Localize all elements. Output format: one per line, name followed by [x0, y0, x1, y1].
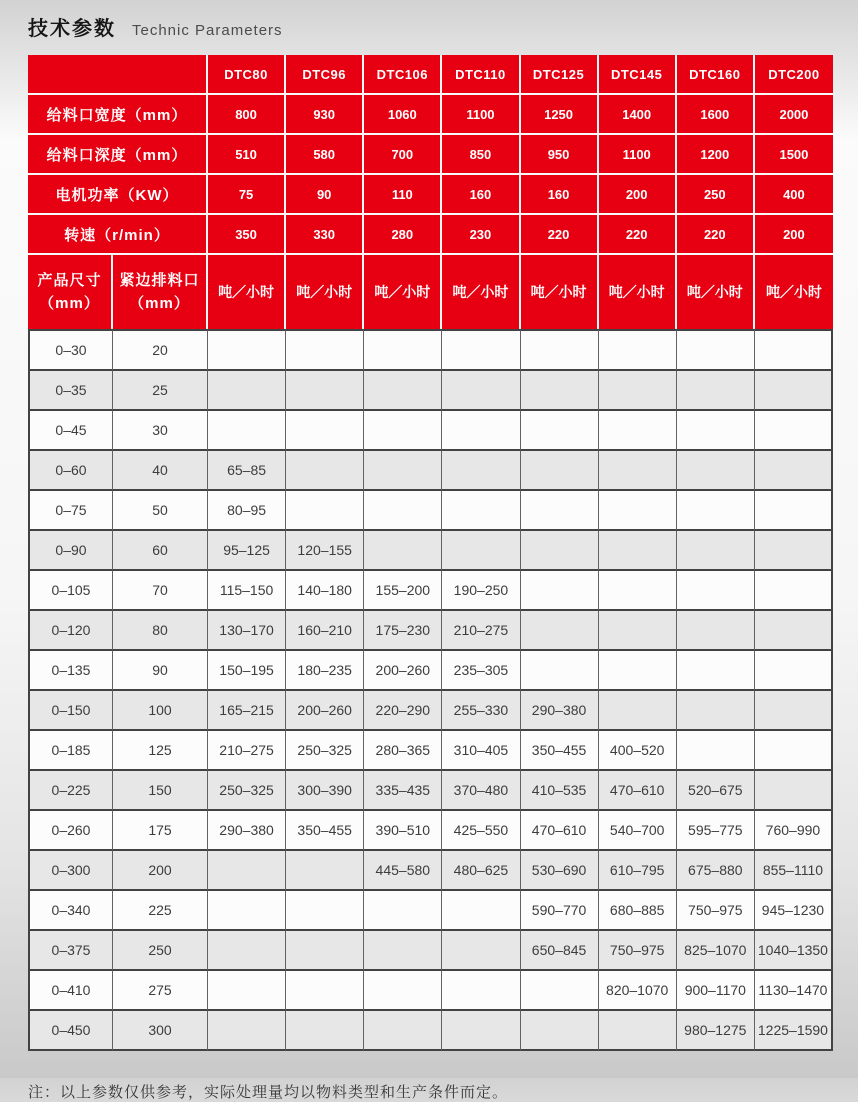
product-size-cell: 0–35: [28, 371, 113, 411]
capacity-value-cell: [521, 411, 599, 451]
capacity-value-cell: [286, 491, 364, 531]
product-size-cell: 0–30: [28, 329, 113, 371]
spec-row: [28, 215, 833, 255]
capacity-value-cell: 200–260: [364, 651, 442, 691]
capacity-value-cell: [677, 491, 755, 531]
capacity-value-cell: [599, 411, 677, 451]
capacity-row: [28, 491, 833, 531]
capacity-value-cell: [208, 891, 286, 931]
capacity-value-cell: [286, 1011, 364, 1051]
spec-value-cell: 700: [364, 135, 442, 175]
spec-row: [28, 135, 833, 175]
capacity-value-cell: [208, 931, 286, 971]
capacity-value-cell: [599, 611, 677, 651]
capacity-row: [28, 891, 833, 931]
unit-cell: 吨／小时: [521, 255, 599, 329]
capacity-value-cell: 980–1275: [677, 1011, 755, 1051]
capacity-value-cell: [521, 491, 599, 531]
capacity-value-cell: 750–975: [677, 891, 755, 931]
model-cell: DTC160: [677, 55, 755, 95]
spec-value-cell: 800: [208, 95, 286, 135]
capacity-value-cell: [677, 531, 755, 571]
product-size-cell: 0–260: [28, 811, 113, 851]
capacity-value-cell: 680–885: [599, 891, 677, 931]
capacity-value-cell: [364, 451, 442, 491]
product-size-cell: 0–120: [28, 611, 113, 651]
capacity-value-cell: [677, 731, 755, 771]
capacity-value-cell: [521, 371, 599, 411]
capacity-value-cell: [521, 531, 599, 571]
discharge-gap-cell: 250: [113, 931, 208, 971]
discharge-gap-cell: 175: [113, 811, 208, 851]
capacity-value-cell: [521, 1011, 599, 1051]
spec-label-cell: 给料口深度（mm）: [28, 135, 208, 175]
capacity-value-cell: [286, 971, 364, 1011]
capacity-value-cell: [599, 1011, 677, 1051]
capacity-value-cell: 650–845: [521, 931, 599, 971]
capacity-value-cell: [677, 329, 755, 371]
spec-value-cell: 280: [364, 215, 442, 255]
discharge-gap-cell: 40: [113, 451, 208, 491]
capacity-value-cell: 310–405: [442, 731, 520, 771]
spec-value-cell: 330: [286, 215, 364, 255]
capacity-value-cell: [208, 1011, 286, 1051]
capacity-value-cell: [442, 931, 520, 971]
capacity-value-cell: 675–880: [677, 851, 755, 891]
product-size-cell: 0–150: [28, 691, 113, 731]
capacity-row: [28, 931, 833, 971]
capacity-value-cell: 350–455: [286, 811, 364, 851]
spec-value-cell: 850: [442, 135, 520, 175]
discharge-gap-cell: 50: [113, 491, 208, 531]
product-size-cell: 0–300: [28, 851, 113, 891]
capacity-value-cell: [442, 531, 520, 571]
capacity-row: [28, 731, 833, 771]
capacity-header-row: [28, 255, 833, 329]
capacity-value-cell: [364, 1011, 442, 1051]
capacity-value-cell: 250–325: [286, 731, 364, 771]
model-cell: DTC106: [364, 55, 442, 95]
capacity-row: [28, 411, 833, 451]
capacity-value-cell: 95–125: [208, 531, 286, 571]
spec-value-cell: 220: [677, 215, 755, 255]
capacity-value-cell: 210–275: [208, 731, 286, 771]
capacity-value-cell: 290–380: [521, 691, 599, 731]
capacity-value-cell: [755, 651, 833, 691]
capacity-value-cell: 115–150: [208, 571, 286, 611]
capacity-value-cell: [364, 971, 442, 1011]
capacity-value-cell: 520–675: [677, 771, 755, 811]
capacity-value-cell: 350–455: [521, 731, 599, 771]
capacity-value-cell: 130–170: [208, 611, 286, 651]
capacity-value-cell: [286, 329, 364, 371]
capacity-value-cell: 190–250: [442, 571, 520, 611]
capacity-value-cell: 65–85: [208, 451, 286, 491]
discharge-gap-cell: 60: [113, 531, 208, 571]
capacity-value-cell: 220–290: [364, 691, 442, 731]
page-subtitle: Technic Parameters: [132, 22, 283, 39]
product-size-cell: 0–75: [28, 491, 113, 531]
spec-row: [28, 95, 833, 135]
capacity-value-cell: [442, 411, 520, 451]
spec-label-cell: 电机功率（KW）: [28, 175, 208, 215]
capacity-value-cell: [599, 371, 677, 411]
capacity-value-cell: [755, 451, 833, 491]
capacity-value-cell: [755, 411, 833, 451]
product-size-cell: 0–340: [28, 891, 113, 931]
capacity-value-cell: 820–1070: [599, 971, 677, 1011]
capacity-value-cell: 1040–1350: [755, 931, 833, 971]
capacity-value-cell: 335–435: [364, 771, 442, 811]
spec-value-cell: 1400: [599, 95, 677, 135]
capacity-row: [28, 771, 833, 811]
product-size-cell: 0–135: [28, 651, 113, 691]
spec-value-cell: 160: [442, 175, 520, 215]
unit-cell: 吨／小时: [677, 255, 755, 329]
capacity-value-cell: 530–690: [521, 851, 599, 891]
capacity-value-cell: 370–480: [442, 771, 520, 811]
spec-value-cell: 1060: [364, 95, 442, 135]
product-size-cell: 0–375: [28, 931, 113, 971]
spec-value-cell: 1200: [677, 135, 755, 175]
capacity-value-cell: 590–770: [521, 891, 599, 931]
capacity-value-cell: 290–380: [208, 811, 286, 851]
capacity-value-cell: [442, 329, 520, 371]
spec-value-cell: 2000: [755, 95, 833, 135]
spec-value-cell: 1600: [677, 95, 755, 135]
capacity-value-cell: [755, 611, 833, 651]
spec-label-cell: 转速（r/min）: [28, 215, 208, 255]
spec-value-cell: 400: [755, 175, 833, 215]
capacity-value-cell: 760–990: [755, 811, 833, 851]
capacity-value-cell: 235–305: [442, 651, 520, 691]
capacity-body: [28, 329, 833, 1051]
spec-value-cell: 220: [521, 215, 599, 255]
spec-value-cell: 1100: [442, 95, 520, 135]
capacity-value-cell: [521, 451, 599, 491]
capacity-value-cell: [755, 771, 833, 811]
capacity-row: [28, 371, 833, 411]
capacity-value-cell: [364, 491, 442, 531]
product-size-cell: 0–45: [28, 411, 113, 451]
capacity-value-cell: 150–195: [208, 651, 286, 691]
capacity-row: [28, 571, 833, 611]
spec-value-cell: 200: [599, 175, 677, 215]
capacity-value-cell: [755, 329, 833, 371]
capacity-value-cell: 390–510: [364, 811, 442, 851]
product-size-cell: 0–90: [28, 531, 113, 571]
spec-value-cell: 160: [521, 175, 599, 215]
capacity-value-cell: [208, 411, 286, 451]
capacity-value-cell: 750–975: [599, 931, 677, 971]
capacity-value-cell: 300–390: [286, 771, 364, 811]
red-section: [28, 55, 833, 329]
spec-value-cell: 110: [364, 175, 442, 215]
spec-value-cell: 580: [286, 135, 364, 175]
discharge-gap-cell: 25: [113, 371, 208, 411]
capacity-value-cell: [677, 651, 755, 691]
capacity-value-cell: [442, 891, 520, 931]
unit-cell: 吨／小时: [599, 255, 677, 329]
capacity-row: [28, 451, 833, 491]
page-title: 技术参数: [28, 18, 116, 40]
spec-value-cell: 1500: [755, 135, 833, 175]
capacity-row: [28, 611, 833, 651]
capacity-value-cell: [755, 371, 833, 411]
discharge-gap-cell: 150: [113, 771, 208, 811]
capacity-value-cell: [364, 329, 442, 371]
capacity-value-cell: 160–210: [286, 611, 364, 651]
capacity-value-cell: [442, 371, 520, 411]
capacity-value-cell: 80–95: [208, 491, 286, 531]
spec-value-cell: 200: [755, 215, 833, 255]
capacity-value-cell: 855–1110: [755, 851, 833, 891]
discharge-gap-cell: 100: [113, 691, 208, 731]
unit-cell: 吨／小时: [286, 255, 364, 329]
capacity-value-cell: [677, 371, 755, 411]
unit-cell: 吨／小时: [364, 255, 442, 329]
capacity-value-cell: 210–275: [442, 611, 520, 651]
capacity-value-cell: [208, 329, 286, 371]
capacity-value-cell: [442, 1011, 520, 1051]
discharge-gap-cell: 30: [113, 411, 208, 451]
capacity-value-cell: [286, 451, 364, 491]
capacity-value-cell: 825–1070: [677, 931, 755, 971]
spec-row: [28, 175, 833, 215]
discharge-gap-cell: 90: [113, 651, 208, 691]
corner-blank-cell: [28, 55, 208, 95]
capacity-value-cell: [677, 611, 755, 651]
capacity-value-cell: [599, 491, 677, 531]
discharge-gap-cell: 125: [113, 731, 208, 771]
capacity-row: [28, 811, 833, 851]
capacity-value-cell: [521, 611, 599, 651]
page-header: [28, 12, 833, 41]
capacity-value-cell: [442, 971, 520, 1011]
capacity-value-cell: 280–365: [364, 731, 442, 771]
capacity-value-cell: 165–215: [208, 691, 286, 731]
capacity-value-cell: [599, 329, 677, 371]
discharge-gap-cell: 225: [113, 891, 208, 931]
capacity-value-cell: 425–550: [442, 811, 520, 851]
unit-cell: 吨／小时: [442, 255, 520, 329]
capacity-value-cell: [286, 851, 364, 891]
capacity-value-cell: [208, 371, 286, 411]
capacity-value-cell: [755, 491, 833, 531]
model-cell: DTC80: [208, 55, 286, 95]
unit-cell: 吨／小时: [208, 255, 286, 329]
spec-value-cell: 250: [677, 175, 755, 215]
discharge-gap-cell: 20: [113, 329, 208, 371]
spec-value-cell: 930: [286, 95, 364, 135]
capacity-value-cell: 595–775: [677, 811, 755, 851]
spec-value-cell: 75: [208, 175, 286, 215]
capacity-value-cell: 945–1230: [755, 891, 833, 931]
capacity-value-cell: 155–200: [364, 571, 442, 611]
product-size-cell: 0–105: [28, 571, 113, 611]
capacity-value-cell: 400–520: [599, 731, 677, 771]
capacity-value-cell: [364, 371, 442, 411]
unit-cell: 吨／小时: [755, 255, 833, 329]
capacity-value-cell: 610–795: [599, 851, 677, 891]
capacity-value-cell: 540–700: [599, 811, 677, 851]
spec-value-cell: 1100: [599, 135, 677, 175]
capacity-value-cell: 1130–1470: [755, 971, 833, 1011]
capacity-value-cell: [208, 851, 286, 891]
capacity-value-cell: [599, 531, 677, 571]
spec-value-cell: 510: [208, 135, 286, 175]
capacity-value-cell: 1225–1590: [755, 1011, 833, 1051]
spec-value-cell: 90: [286, 175, 364, 215]
capacity-value-cell: 180–235: [286, 651, 364, 691]
capacity-row: [28, 971, 833, 1011]
capacity-value-cell: 445–580: [364, 851, 442, 891]
discharge-gap-cell: 200: [113, 851, 208, 891]
product-size-cell: 0–410: [28, 971, 113, 1011]
product-size-cell: 0–450: [28, 1011, 113, 1051]
capacity-value-cell: [755, 571, 833, 611]
spec-value-cell: 220: [599, 215, 677, 255]
capacity-value-cell: [521, 329, 599, 371]
capacity-row: [28, 329, 833, 371]
capacity-value-cell: [442, 491, 520, 531]
capacity-value-cell: [286, 891, 364, 931]
capacity-value-cell: [755, 531, 833, 571]
capacity-value-cell: [208, 971, 286, 1011]
capacity-row: [28, 651, 833, 691]
capacity-value-cell: [364, 891, 442, 931]
model-cell: DTC96: [286, 55, 364, 95]
capacity-value-cell: [521, 571, 599, 611]
discharge-gap-cell: 275: [113, 971, 208, 1011]
discharge-opening-header-cell: 紧边排料口 （mm）: [113, 255, 208, 329]
capacity-value-cell: [599, 451, 677, 491]
capacity-row: [28, 691, 833, 731]
model-header-row: [28, 55, 833, 95]
capacity-value-cell: 140–180: [286, 571, 364, 611]
capacity-value-cell: 410–535: [521, 771, 599, 811]
capacity-value-cell: 250–325: [208, 771, 286, 811]
capacity-value-cell: [442, 451, 520, 491]
capacity-value-cell: [521, 651, 599, 691]
capacity-value-cell: 120–155: [286, 531, 364, 571]
capacity-row: [28, 1011, 833, 1051]
spec-value-cell: 950: [521, 135, 599, 175]
spec-value-cell: 1250: [521, 95, 599, 135]
capacity-value-cell: [755, 691, 833, 731]
product-size-cell: 0–60: [28, 451, 113, 491]
footnote: 注：以上参数仅供参考，实际处理量均以物料类型和生产条件而定。: [28, 1084, 509, 1101]
model-cell: DTC145: [599, 55, 677, 95]
model-cell: DTC200: [755, 55, 833, 95]
discharge-gap-cell: 70: [113, 571, 208, 611]
discharge-gap-cell: 80: [113, 611, 208, 651]
capacity-value-cell: [677, 411, 755, 451]
capacity-value-cell: 200–260: [286, 691, 364, 731]
capacity-value-cell: [364, 411, 442, 451]
product-size-header-cell: 产品尺寸 （mm）: [28, 255, 113, 329]
capacity-value-cell: 480–625: [442, 851, 520, 891]
capacity-value-cell: [286, 411, 364, 451]
capacity-value-cell: 900–1170: [677, 971, 755, 1011]
parameters-table: [28, 55, 833, 1051]
capacity-value-cell: [677, 691, 755, 731]
capacity-value-cell: 175–230: [364, 611, 442, 651]
capacity-value-cell: [286, 931, 364, 971]
spec-label-cell: 给料口宽度（mm）: [28, 95, 208, 135]
capacity-value-cell: [677, 451, 755, 491]
capacity-value-cell: [677, 571, 755, 611]
model-cell: DTC110: [442, 55, 520, 95]
capacity-value-cell: 470–610: [521, 811, 599, 851]
capacity-value-cell: 255–330: [442, 691, 520, 731]
discharge-gap-cell: 300: [113, 1011, 208, 1051]
capacity-value-cell: [286, 371, 364, 411]
capacity-value-cell: [364, 931, 442, 971]
capacity-value-cell: [364, 531, 442, 571]
capacity-value-cell: [521, 971, 599, 1011]
capacity-value-cell: 470–610: [599, 771, 677, 811]
capacity-row: [28, 531, 833, 571]
capacity-value-cell: [599, 691, 677, 731]
product-size-cell: 0–225: [28, 771, 113, 811]
spec-value-cell: 230: [442, 215, 520, 255]
model-cell: DTC125: [521, 55, 599, 95]
capacity-value-cell: [599, 651, 677, 691]
spec-value-cell: 350: [208, 215, 286, 255]
capacity-value-cell: [755, 731, 833, 771]
capacity-row: [28, 851, 833, 891]
product-size-cell: 0–185: [28, 731, 113, 771]
capacity-value-cell: [599, 571, 677, 611]
